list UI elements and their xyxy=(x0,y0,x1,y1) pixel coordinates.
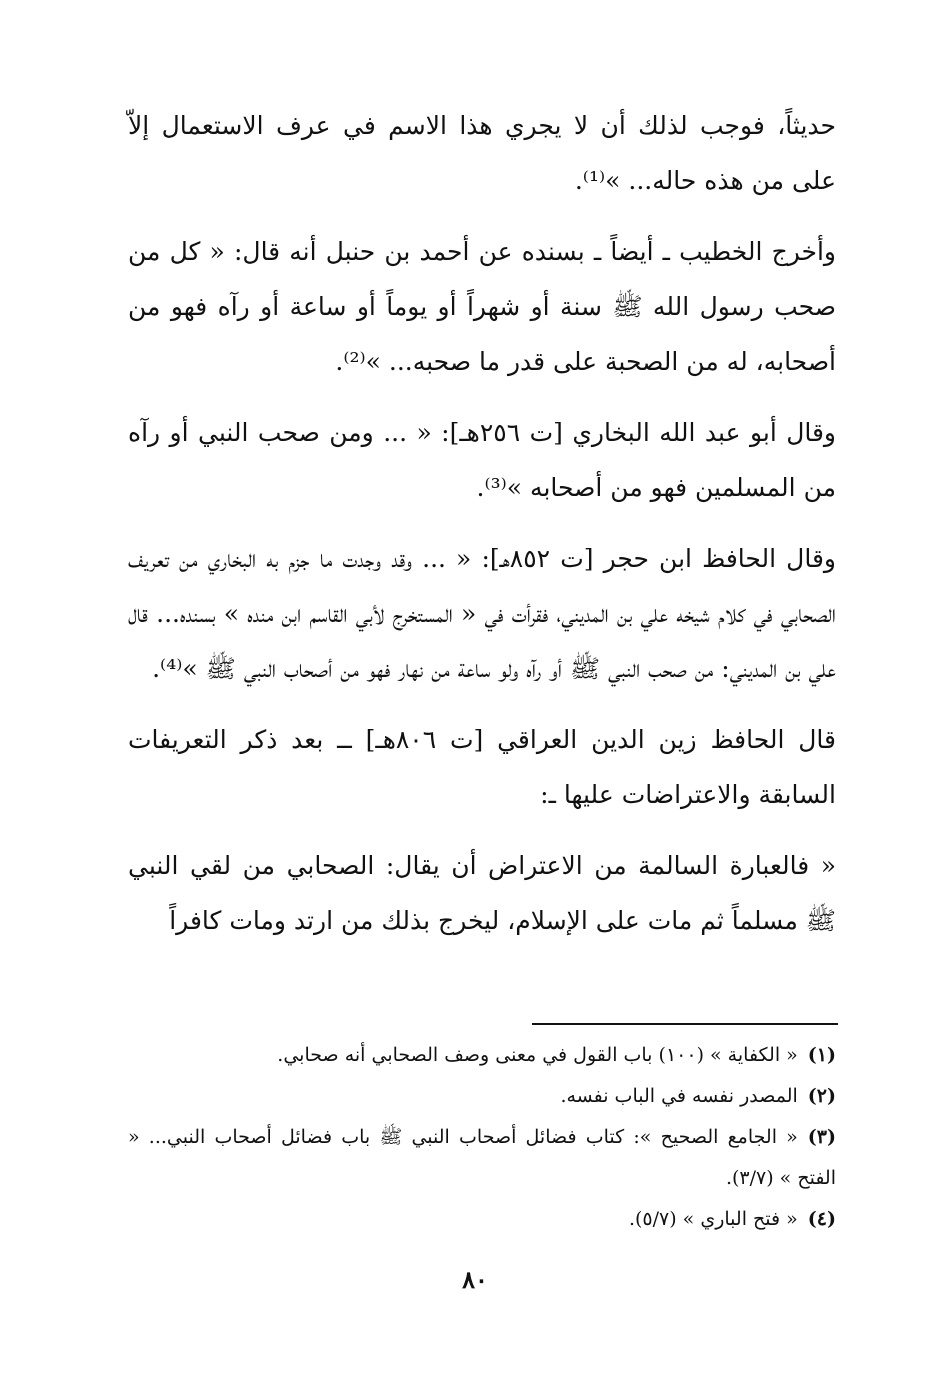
main-text xyxy=(128,98,836,964)
footnote-text: « فتح الباري » (٥/٧). xyxy=(628,1208,798,1230)
footnote-text: « الجامع الصحيح »: كتاب فضائل أصحاب النبي ﷺ باب فضائل أصحاب النبي... « الفتح » (٣/٧). xyxy=(128,1126,836,1189)
footnote-3 xyxy=(128,1117,836,1199)
footnote-number: (٤) xyxy=(807,1208,836,1230)
footnote-4 xyxy=(128,1199,836,1240)
paragraph-1: حديثاً، فوجب لذلك أن لا يجري هذا الاسم في عرف الاستعمال إلاّ على من هذه حاله... »⁽¹⁾. xyxy=(128,111,836,195)
page-number: ٨٠ xyxy=(462,1265,488,1294)
footnote-number: (١) xyxy=(807,1044,836,1066)
footnote-text: « الكفاية » (١٠٠) باب القول في معنى وصف الصحابي أنه صحابي. xyxy=(277,1044,798,1066)
footnote-text: المصدر نفسه في الباب نفسه. xyxy=(560,1085,798,1107)
paragraph-2: وأخرج الخطيب ـ أيضاً ـ بسنده عن أحمد بن حنبل أنه قال: « كل من صحب رسول الله ﷺ سنة أو شهراً أو يوماً أو ساعة أو رآه فهو من أصحابه، له من الصحبة على قدر ما صحبه... »⁽²⁾. xyxy=(128,237,836,376)
footnote-number: (٢) xyxy=(807,1085,836,1107)
paragraph-4: وقال الحافظ ابن حجر [ت ٨٥٢هـ]: « ... وقد وجدت ما جزم به البخاري من تعريف الصحابي في كلام شيخه علي بن المديني، فقرأت في « المستخرج لأبي القاسم ابن منده » بسنده... قال علي بن المديني: من صحب النبي ﷺ أو رآه ولو ساعة من نهار فهو من أصحاب النبي ﷺ »⁽⁴⁾. xyxy=(128,544,836,683)
footnote-separator xyxy=(532,1023,838,1025)
footnote-number: (٣) xyxy=(807,1126,836,1148)
footnotes xyxy=(128,1035,836,1240)
footnote-1 xyxy=(128,1035,836,1076)
footnote-2 xyxy=(128,1076,836,1117)
paragraph-5: قال الحافظ زين الدين العراقي [ت ٨٠٦هـ] ــ بعد ذكر التعريفات السابقة والاعتراضات عليها ـ: xyxy=(128,725,836,809)
paragraph-3: وقال أبو عبد الله البخاري [ت ٢٥٦هـ]: « ... ومن صحب النبي أو رآه من المسلمين فهو من أصحابه »⁽³⁾. xyxy=(128,418,836,502)
paragraph-6: « فالعبارة السالمة من الاعتراض أن يقال: الصحابي من لقي النبي ﷺ مسلماً ثم مات على الإسلام، ليخرج بذلك من ارتد ومات كافراً xyxy=(128,851,836,935)
